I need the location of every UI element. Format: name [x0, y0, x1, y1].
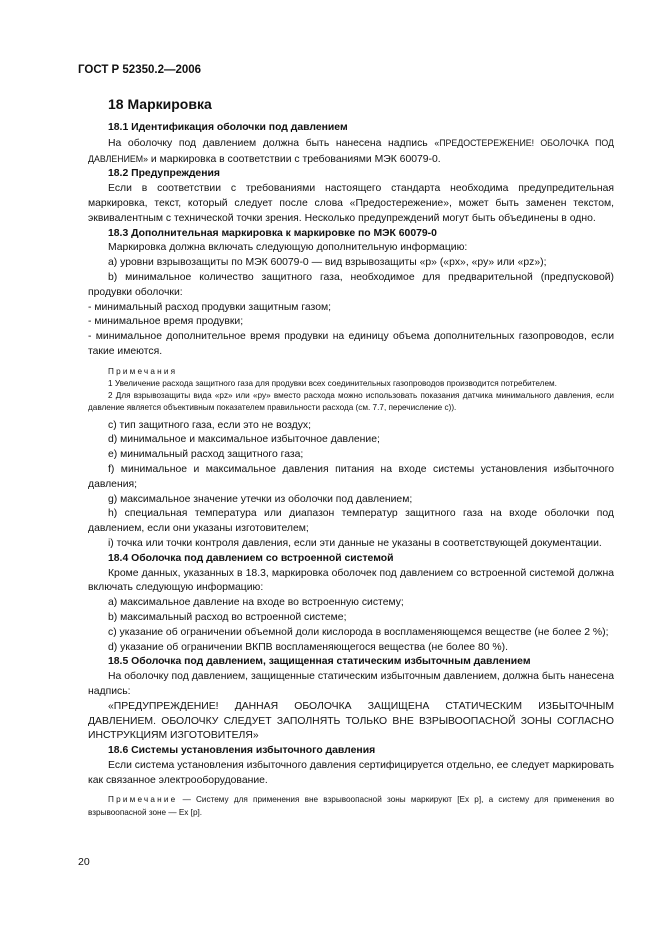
- list-item: c) тип защитного газа, если это не воздух;: [108, 419, 312, 431]
- list-item: a) максимальное давление на входе во встроенную систему;: [108, 597, 404, 609]
- list-item: a) уровни взрывозащиты по МЭК 60079-0 — вид взрывозащиты «р» («px», «py» или «pz»);: [108, 257, 547, 269]
- subsection-18-1-text: На оболочку под давлением должна быть нанесена надпись «ПРЕДОСТЕРЕЖЕНИЕ! ОБОЛОЧКА ПОД ДАВЛЕНИЕМ» и маркировка в соответствии с требованиями МЭК 60079-0.: [88, 137, 614, 165]
- list-item: d) указание об ограничении ВКПВ воспламеняющегося вещества (не более 80 %).: [108, 641, 508, 653]
- paragraph: Если система установления избыточного давления сертифицируется отдельно, ее следует маркировать как связанное электрооборудование.: [88, 759, 614, 786]
- list-item: b) минимальное количество защитного газа, необходимое для предварительной (предпусковой) продувки оболочки:: [88, 271, 614, 298]
- paragraph: На оболочку под давлением, защищенные статическим избыточным давлением, должна быть нанесена надпись:: [88, 671, 614, 697]
- list-item: g) максимальное значение утечки из оболочки под давлением;: [108, 493, 413, 505]
- subsection-18-6-title: 18.6 Системы установления избыточного давления: [108, 745, 376, 757]
- note-label: Примечание: [108, 795, 178, 805]
- dash-item: - минимальный расход продувки защитным газом;: [88, 301, 332, 313]
- note-18-6: Примечание — Систему для применения вне взрывоопасной зоны маркируют [Ex p], а систему для применения во взрывоопасной зоне — Ex [p].: [88, 795, 614, 817]
- warning-inscription: «ПРЕДУПРЕЖДЕНИЕ! ДАННАЯ ОБОЛОЧКА ЗАЩИЩЕНА СТАТИЧЕСКИМ ИЗБЫТОЧНЫМ ДАВЛЕНИЕМ. ОБОЛОЧКУ СЛЕДУЕТ ЗАПОЛНЯТЬ ТОЛЬКО ВНЕ ВЗРЫВООПАСНОЙ ЗОНЫ СОГЛАСНО ИНСТРУКЦИЯМ ИЗГОТОВИТЕЛЯ»: [88, 700, 614, 742]
- note-2: 2 Для взрывозащиты вида «pz» или «py» вместо расхода можно использовать показания датчика минимального давления, если давление является объективным показателем правильности расхода (см. 7.7, перечисление с)).: [88, 391, 614, 413]
- list-item: b) максимальный расход во встроенной системе;: [108, 611, 347, 623]
- list-item: i) точка или точки контроля давления, если эти данные не указаны в соответствующей документации.: [108, 537, 602, 549]
- paragraph: Кроме данных, указанных в 18.3, маркировка оболочек под давлением со встроенной системой должна включать следующую информацию:: [88, 567, 614, 594]
- document-code: ГОСТ Р 52350.2—2006: [78, 64, 202, 76]
- list-item: f) минимальное и максимальное давления питания на входе системы установления избыточного давления;: [88, 463, 614, 490]
- subsection-18-5-title: 18.5 Оболочка под давлением, защищенная статическим избыточным давлением: [108, 656, 531, 668]
- subsection-18-2-title: 18.2 Предупреждения: [108, 168, 220, 180]
- subsection-18-1-title: 18.1 Идентификация оболочки под давлением: [108, 122, 348, 133]
- list-item: d) минимальное и максимальное избыточное давление;: [108, 434, 380, 446]
- list-item: c) указание об ограничении объемной доли кислорода в воспламеняющемся веществе (не более 2 %);: [108, 626, 609, 638]
- subsection-18-3-title: 18.3 Дополнительная маркировка к маркировке по МЭК 60079-0: [108, 227, 437, 239]
- caps-inscription: «ПРЕДОСТЕРЕЖЕНИЕ! ОБОЛОЧКА ПОД ДАВЛЕНИЕМ»: [88, 137, 614, 164]
- note-1: 1 Увеличение расхода защитного газа для продувки всех соединительных газопроводов производится потребителем.: [108, 378, 557, 388]
- list-item: e) минимальный расход защитного газа;: [108, 449, 304, 461]
- notes-heading: Примечания: [108, 366, 178, 376]
- dash-item: - минимальное время продувки;: [88, 316, 244, 328]
- paragraph: Маркировка должна включать следующую дополнительную информацию:: [108, 242, 468, 254]
- subsection-18-2-text: Если в соответствии с требованиями настоящего стандарта необходима предупредительная маркировка, текст, который следует после слова «Предостережение», может быть заменен текстом, эквивалентным с технической точки зрения. Несколько предупреждений могут быть объединены в одно.: [88, 183, 614, 224]
- document-body: [88, 121, 614, 819]
- dash-item: - минимальное дополнительное время продувки на единицу объема дополнительных газопроводов, если такие имеются.: [88, 331, 614, 357]
- page-number: 20: [78, 856, 90, 868]
- section-title: 18 Маркировка: [108, 96, 212, 112]
- subsection-18-4-title: 18.4 Оболочка под давлением со встроенной системой: [108, 552, 394, 564]
- list-item: h) специальная температура или диапазон температур защитного газа на входе оболочки под давлением, если они указаны изготовителем;: [88, 508, 614, 535]
